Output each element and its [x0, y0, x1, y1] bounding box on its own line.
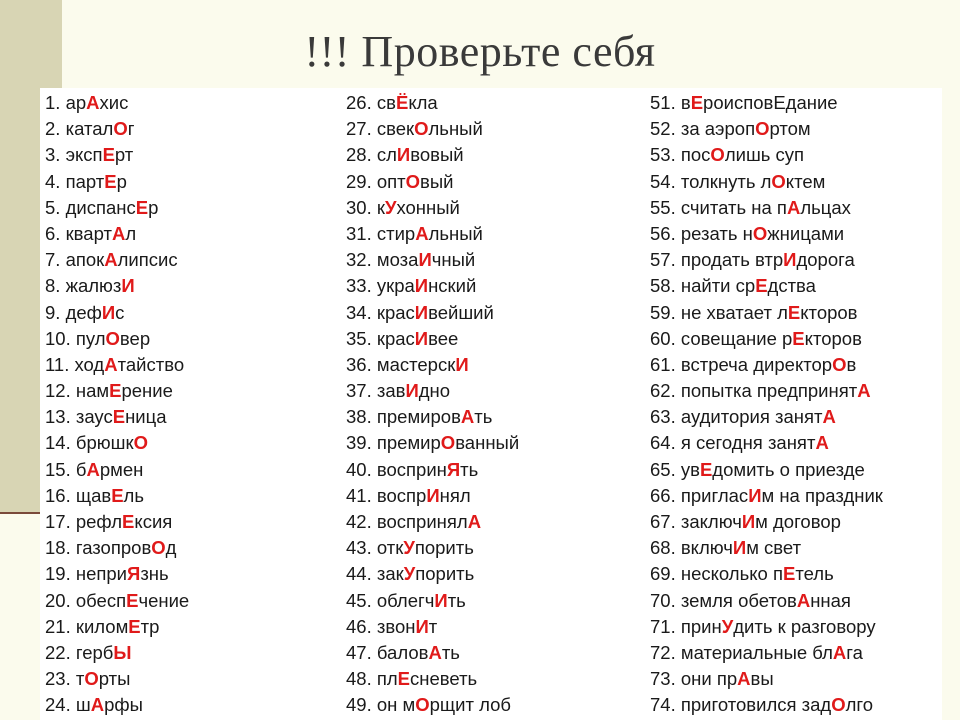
word-prefix: 55. считать на п: [650, 196, 787, 218]
word-suffix: знь: [140, 563, 169, 585]
word-item: [346, 221, 519, 247]
stressed-letter: А: [104, 249, 118, 271]
word-item: [346, 300, 519, 326]
word-item: [45, 273, 189, 299]
word-prefix: 7. апок: [45, 249, 105, 271]
word-item: [346, 90, 519, 116]
word-prefix: 56. резать н: [650, 222, 753, 244]
word-suffix: дно: [418, 380, 451, 402]
word-prefix: 21. килом: [45, 615, 129, 637]
word-suffix: льцах: [800, 196, 851, 218]
word-suffix: в: [846, 353, 857, 375]
word-suffix: т: [428, 615, 438, 637]
stressed-letter: А: [832, 641, 847, 663]
word-item: [650, 247, 883, 273]
word-prefix: 61. встреча директор: [650, 353, 833, 375]
stressed-letter: Я: [446, 458, 461, 480]
stressed-letter: Е: [699, 458, 713, 480]
stressed-letter: Е: [122, 511, 135, 532]
word-prefix: 19. непри: [45, 563, 128, 585]
word-item: [45, 90, 189, 116]
word-suffix: вый: [420, 170, 454, 192]
word-prefix: 4. парт: [45, 170, 105, 192]
stressed-letter: Е: [128, 615, 141, 637]
word-suffix: домить о приезде: [712, 458, 865, 480]
word-prefix: 70. земля обетов: [650, 589, 797, 611]
word-item: [346, 273, 519, 299]
stressed-letter: И: [434, 589, 448, 611]
word-suffix: с: [115, 301, 125, 323]
word-prefix: 66. приглас: [650, 484, 749, 506]
word-item: [346, 666, 519, 692]
word-prefix: 36. мастерск: [346, 353, 456, 375]
word-suffix: жницами: [767, 222, 845, 244]
word-prefix: 27. свек: [346, 118, 415, 140]
word-prefix: 5. диспанс: [45, 196, 136, 218]
word-item: [45, 588, 189, 614]
word-suffix: ть: [474, 406, 493, 428]
word-suffix: ть: [447, 589, 466, 611]
stressed-letter: И: [741, 511, 756, 532]
stressed-letter: О: [831, 694, 846, 716]
word-prefix: 13. заус: [45, 406, 113, 428]
word-item: [346, 535, 519, 561]
word-item: [650, 509, 883, 535]
word-prefix: 9. деф: [45, 301, 102, 323]
word-item: [650, 692, 883, 718]
word-column-1: [45, 90, 189, 719]
word-item: [650, 142, 883, 168]
word-suffix: нял: [439, 484, 471, 506]
word-prefix: 72. материальные бл: [650, 641, 833, 663]
word-item: [650, 666, 883, 692]
stressed-letter: И: [426, 484, 440, 506]
word-item: [45, 430, 189, 456]
word-item: [650, 561, 883, 587]
word-prefix: 40. восприн: [346, 458, 447, 480]
stressed-letter: Ы: [113, 641, 132, 663]
word-item: [45, 640, 189, 666]
stressed-letter: О: [440, 432, 456, 454]
word-prefix: 52. за аэроп: [650, 118, 756, 140]
word-item: [650, 300, 883, 326]
word-suffix: вее: [428, 327, 459, 349]
word-item: [45, 378, 189, 404]
word-prefix: 60. совещание р: [650, 327, 793, 349]
word-prefix: 18. газопров: [45, 537, 152, 559]
word-suffix: ть: [460, 458, 479, 480]
word-item: [45, 509, 189, 535]
word-suffix: льный: [428, 118, 483, 140]
stressed-letter: И: [783, 249, 797, 271]
word-prefix: 33. укра: [346, 275, 415, 297]
stressed-letter: О: [832, 353, 847, 375]
word-prefix: 54. толкнуть л: [650, 170, 772, 192]
word-suffix: га: [846, 641, 863, 663]
word-item: [45, 692, 189, 718]
word-prefix: 16. щав: [45, 484, 112, 506]
stressed-letter: И: [748, 484, 762, 506]
stressed-letter: Е: [787, 301, 801, 323]
stressed-letter: Е: [792, 327, 805, 349]
word-list-panel: [40, 88, 942, 720]
stressed-letter: О: [415, 694, 430, 716]
word-item: [346, 142, 519, 168]
stressed-letter: О: [105, 327, 120, 349]
stressed-letter: А: [786, 196, 801, 218]
stressed-letter: Е: [135, 196, 149, 218]
word-item: [650, 535, 883, 561]
word-prefix: 45. облегч: [346, 589, 435, 611]
word-suffix: г: [127, 118, 135, 140]
stressed-letter: Е: [397, 668, 411, 690]
word-suffix: хонный: [396, 196, 460, 218]
word-item: [650, 430, 883, 456]
word-item: [346, 247, 519, 273]
word-suffix: кла: [408, 92, 438, 113]
word-prefix: 64. я сегодня занят: [650, 432, 816, 454]
word-item: [650, 457, 883, 483]
word-item: [650, 614, 883, 640]
word-item: [45, 169, 189, 195]
word-prefix: 11. ход: [45, 353, 105, 375]
word-suffix: дорога: [796, 249, 855, 271]
word-prefix: 42. воспринял: [346, 511, 468, 532]
word-prefix: 63. аудитория занят: [650, 406, 823, 428]
word-suffix: р: [148, 196, 159, 218]
word-item: [45, 561, 189, 587]
word-suffix: липсис: [117, 249, 178, 271]
word-prefix: 22. герб: [45, 641, 114, 663]
word-suffix: лишь суп: [724, 144, 805, 166]
word-suffix: ница: [125, 406, 167, 428]
word-prefix: 30. к: [346, 196, 385, 218]
stressed-letter: А: [86, 458, 100, 480]
word-item: [650, 352, 883, 378]
word-item: [346, 692, 519, 718]
word-suffix: р: [116, 170, 127, 192]
word-suffix: рты: [98, 668, 131, 690]
word-prefix: 69. несколько п: [650, 563, 783, 585]
word-item: [346, 404, 519, 430]
word-prefix: 59. не хватает л: [650, 301, 788, 323]
word-prefix: 68. включ: [650, 537, 733, 559]
word-item: [650, 169, 883, 195]
word-prefix: 6. кварт: [45, 222, 112, 244]
stressed-letter: Ё: [395, 92, 409, 113]
word-prefix: 29. опт: [346, 170, 406, 192]
word-suffix: тель: [795, 563, 834, 585]
word-prefix: 46. звон: [346, 615, 416, 637]
word-prefix: 57. продать втр: [650, 249, 784, 271]
word-suffix: рмен: [99, 458, 144, 480]
stressed-letter: И: [418, 249, 432, 271]
word-item: [45, 614, 189, 640]
word-item: [45, 195, 189, 221]
word-item: [650, 404, 883, 430]
word-suffix: ль: [123, 484, 144, 506]
word-suffix: д: [165, 537, 177, 559]
word-suffix: ть: [441, 641, 460, 663]
stressed-letter: А: [111, 222, 126, 244]
stressed-letter: Я: [127, 563, 141, 585]
side-divider-line: [0, 512, 40, 514]
word-suffix: вы: [750, 668, 774, 690]
word-prefix: 65. ув: [650, 458, 700, 480]
word-prefix: 47. балов: [346, 641, 429, 663]
word-item: [650, 116, 883, 142]
word-item: [45, 142, 189, 168]
word-prefix: 39. премир: [346, 432, 441, 454]
word-suffix: вер: [119, 327, 151, 349]
stressed-letter: Е: [755, 275, 768, 297]
word-suffix: рфы: [104, 694, 143, 716]
stressed-letter: А: [104, 353, 118, 375]
word-item: [45, 116, 189, 142]
word-prefix: 51. в: [650, 92, 691, 113]
stressed-letter: А: [86, 92, 100, 113]
stressed-letter: О: [405, 170, 421, 192]
word-prefix: 23. т: [45, 668, 85, 690]
word-suffix: хис: [99, 92, 129, 113]
stressed-letter: Е: [102, 144, 115, 166]
stressed-letter: Е: [690, 92, 704, 113]
word-suffix: м на праздник: [761, 484, 883, 506]
word-item: [346, 614, 519, 640]
stressed-letter: И: [732, 537, 747, 559]
word-prefix: 3. эксп: [45, 144, 103, 166]
word-suffix: нский: [428, 275, 477, 297]
word-item: [45, 666, 189, 692]
word-suffix: рт: [114, 144, 134, 166]
word-suffix: тайство: [117, 353, 185, 375]
word-prefix: 20. обесп: [45, 589, 127, 611]
word-item: [650, 326, 883, 352]
word-column-2: [346, 90, 519, 719]
word-column-3: [650, 90, 883, 719]
stressed-letter: И: [455, 353, 469, 375]
word-prefix: 15. б: [45, 458, 87, 480]
word-prefix: 1. ар: [45, 92, 87, 113]
stressed-letter: О: [133, 432, 148, 454]
word-item: [45, 300, 189, 326]
slide-title: !!! Проверьте себя: [304, 27, 656, 76]
stressed-letter: Е: [782, 563, 796, 585]
word-prefix: 62. попытка предпринят: [650, 380, 858, 402]
word-item: [346, 430, 519, 456]
stressed-letter: О: [151, 537, 166, 559]
stressed-letter: А: [815, 432, 829, 454]
word-prefix: 28. сл: [346, 144, 397, 166]
stressed-letter: У: [384, 196, 397, 218]
word-item: [346, 326, 519, 352]
word-prefix: 12. нам: [45, 380, 110, 402]
stressed-letter: И: [101, 301, 116, 323]
word-item: [346, 378, 519, 404]
word-prefix: 2. катал: [45, 118, 114, 140]
word-item: [45, 247, 189, 273]
word-item: [346, 457, 519, 483]
word-item: [346, 352, 519, 378]
stressed-letter: А: [857, 380, 871, 402]
word-suffix: м договор: [755, 511, 841, 532]
word-item: [45, 457, 189, 483]
word-item: [346, 116, 519, 142]
stressed-letter: А: [467, 511, 482, 532]
stressed-letter: И: [414, 301, 429, 323]
stressed-letter: Е: [104, 170, 117, 192]
stressed-letter: И: [415, 615, 429, 637]
stressed-letter: И: [414, 275, 429, 297]
word-suffix: м свет: [746, 537, 802, 559]
word-item: [45, 326, 189, 352]
stressed-letter: О: [710, 144, 725, 166]
stressed-letter: И: [405, 380, 419, 402]
word-prefix: 44. зак: [346, 563, 404, 585]
stressed-letter: О: [113, 118, 128, 140]
word-prefix: 8. жалюз: [45, 275, 122, 297]
word-prefix: 53. пос: [650, 144, 711, 166]
word-suffix: порить: [414, 537, 474, 559]
stressed-letter: А: [796, 589, 811, 611]
stressed-letter: О: [755, 118, 770, 140]
word-suffix: л: [125, 222, 137, 244]
word-prefix: 67. заключ: [650, 511, 742, 532]
word-item: [346, 509, 519, 535]
word-item: [346, 195, 519, 221]
word-suffix: нная: [810, 589, 851, 611]
stressed-letter: А: [822, 406, 836, 428]
word-prefix: 35. крас: [346, 327, 415, 349]
word-suffix: рение: [121, 380, 173, 402]
stressed-letter: У: [403, 563, 416, 585]
word-item: [45, 221, 189, 247]
word-item: [45, 483, 189, 509]
word-suffix: вовый: [410, 144, 464, 166]
word-prefix: 17. рефл: [45, 511, 123, 532]
stressed-letter: А: [415, 222, 429, 244]
word-suffix: лго: [845, 694, 874, 716]
stressed-letter: У: [403, 537, 415, 559]
word-suffix: тр: [140, 615, 160, 637]
word-item: [346, 561, 519, 587]
stressed-letter: Е: [126, 589, 139, 611]
word-prefix: 73. они пр: [650, 668, 738, 690]
word-prefix: 74. приготовился зад: [650, 694, 832, 716]
word-suffix: дства: [767, 275, 816, 297]
word-suffix: ртом: [769, 118, 811, 140]
word-prefix: 41. воспр: [346, 484, 427, 506]
word-item: [650, 273, 883, 299]
stressed-letter: А: [460, 406, 475, 428]
word-item: [650, 640, 883, 666]
word-prefix: 58. найти ср: [650, 275, 756, 297]
word-prefix: 38. премиров: [346, 406, 461, 428]
word-suffix: ктем: [785, 170, 826, 192]
word-prefix: 43. отк: [346, 537, 404, 559]
word-item: [45, 352, 189, 378]
stressed-letter: У: [721, 615, 734, 637]
word-suffix: льный: [428, 222, 483, 244]
word-item: [346, 483, 519, 509]
stressed-letter: А: [428, 641, 442, 663]
word-prefix: 10. пул: [45, 327, 106, 349]
word-suffix: кторов: [800, 301, 858, 323]
word-suffix: сневеть: [410, 668, 478, 690]
stressed-letter: А: [90, 694, 105, 716]
word-item: [650, 588, 883, 614]
word-item: [650, 195, 883, 221]
word-item: [650, 221, 883, 247]
stressed-letter: О: [771, 170, 786, 192]
stressed-letter: Е: [112, 406, 126, 428]
word-suffix: роисповЕдание: [703, 92, 838, 113]
word-item: [45, 535, 189, 561]
word-prefix: 71. прин: [650, 615, 722, 637]
stressed-letter: А: [737, 668, 751, 690]
word-suffix: ванный: [455, 432, 520, 454]
word-prefix: 48. пл: [346, 668, 398, 690]
word-prefix: 24. ш: [45, 694, 91, 716]
word-prefix: 31. стир: [346, 222, 416, 244]
word-suffix: чение: [138, 589, 190, 611]
stressed-letter: О: [414, 118, 429, 140]
stressed-letter: Е: [111, 484, 124, 506]
word-suffix: вейший: [428, 301, 494, 323]
word-prefix: 32. моза: [346, 249, 419, 271]
word-suffix: рщит лоб: [429, 694, 511, 716]
stressed-letter: Е: [109, 380, 122, 402]
word-prefix: 26. св: [346, 92, 396, 113]
word-suffix: порить: [415, 563, 475, 585]
word-prefix: 49. он м: [346, 694, 416, 716]
stressed-letter: И: [396, 144, 411, 166]
word-prefix: 37. зав: [346, 380, 406, 402]
word-suffix: чный: [431, 249, 476, 271]
word-item: [650, 483, 883, 509]
stressed-letter: И: [414, 327, 429, 349]
stressed-letter: И: [121, 275, 135, 297]
word-item: [650, 90, 883, 116]
word-item: [346, 640, 519, 666]
word-item: [346, 588, 519, 614]
stressed-letter: О: [84, 668, 99, 690]
word-prefix: 14. брюшк: [45, 432, 134, 454]
stressed-letter: О: [752, 222, 768, 244]
word-suffix: кторов: [804, 327, 862, 349]
word-suffix: дить к разговору: [733, 615, 876, 637]
word-item: [45, 404, 189, 430]
word-item: [346, 169, 519, 195]
word-suffix: ксия: [134, 511, 173, 532]
word-prefix: 34. крас: [346, 301, 415, 323]
word-item: [650, 378, 883, 404]
